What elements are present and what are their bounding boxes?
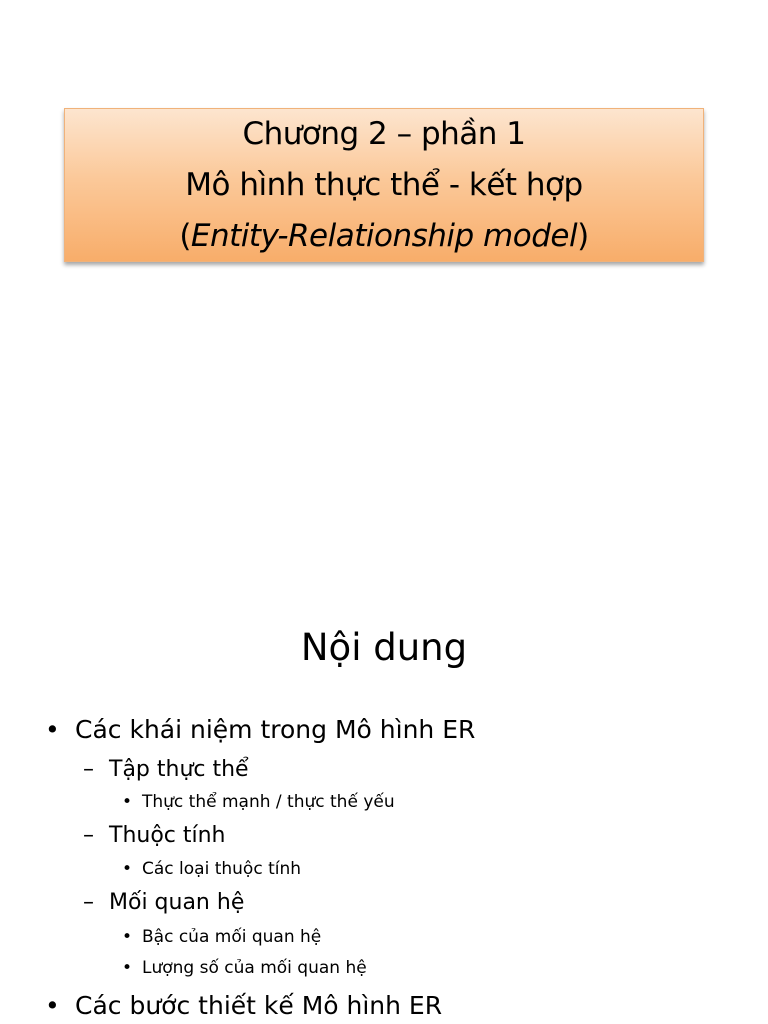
- outline-item-level2: [83, 755, 249, 785]
- slide1-title-line1: Chương 2 – phần 1: [242, 115, 526, 152]
- outline-item-level1: [45, 713, 476, 747]
- outline-item-text: Các bước thiết kế Mô hình ER: [75, 991, 443, 1020]
- outline-item-level1: [45, 989, 443, 1023]
- paren-open: (: [179, 217, 191, 254]
- slide1-title-english: Entity-Relationship model: [190, 217, 578, 254]
- outline-item-level2: [83, 821, 226, 851]
- bullet-marker: •: [122, 958, 133, 978]
- outline-item-text: Các khái niệm trong Mô hình ER: [75, 715, 476, 744]
- outline-item-level3: [122, 857, 302, 881]
- slide2-title: Nội dung: [300, 626, 468, 669]
- paren-close: ): [577, 217, 589, 254]
- dash-marker: –: [83, 757, 94, 782]
- outline-item-level3: [122, 925, 322, 949]
- dash-marker: –: [83, 890, 94, 915]
- dash-marker: –: [83, 823, 94, 848]
- outline-item-text: Thực thể mạnh / thực thế yếu: [142, 792, 395, 812]
- bullet-marker: •: [45, 991, 60, 1020]
- bullet-marker: •: [45, 715, 60, 744]
- outline-item-text: Thuộc tính: [109, 823, 226, 848]
- slide1-title-line2: Mô hình thực thể - kết hợp: [185, 166, 583, 203]
- outline-item-level3: [122, 790, 395, 814]
- outline-item-text: Tập thực thể: [109, 757, 249, 782]
- outline-item-text: Các loại thuộc tính: [142, 859, 302, 879]
- bullet-marker: •: [122, 927, 133, 947]
- outline-item-text: Lượng số của mối quan hệ: [142, 958, 367, 978]
- outline-item-level2: [83, 888, 245, 918]
- bullet-marker: •: [122, 792, 133, 812]
- bullet-marker: •: [122, 859, 133, 879]
- outline-item-text: Bậc của mối quan hệ: [142, 927, 322, 947]
- outline-item-text: Mối quan hệ: [109, 890, 245, 915]
- outline-item-level3: [122, 956, 367, 980]
